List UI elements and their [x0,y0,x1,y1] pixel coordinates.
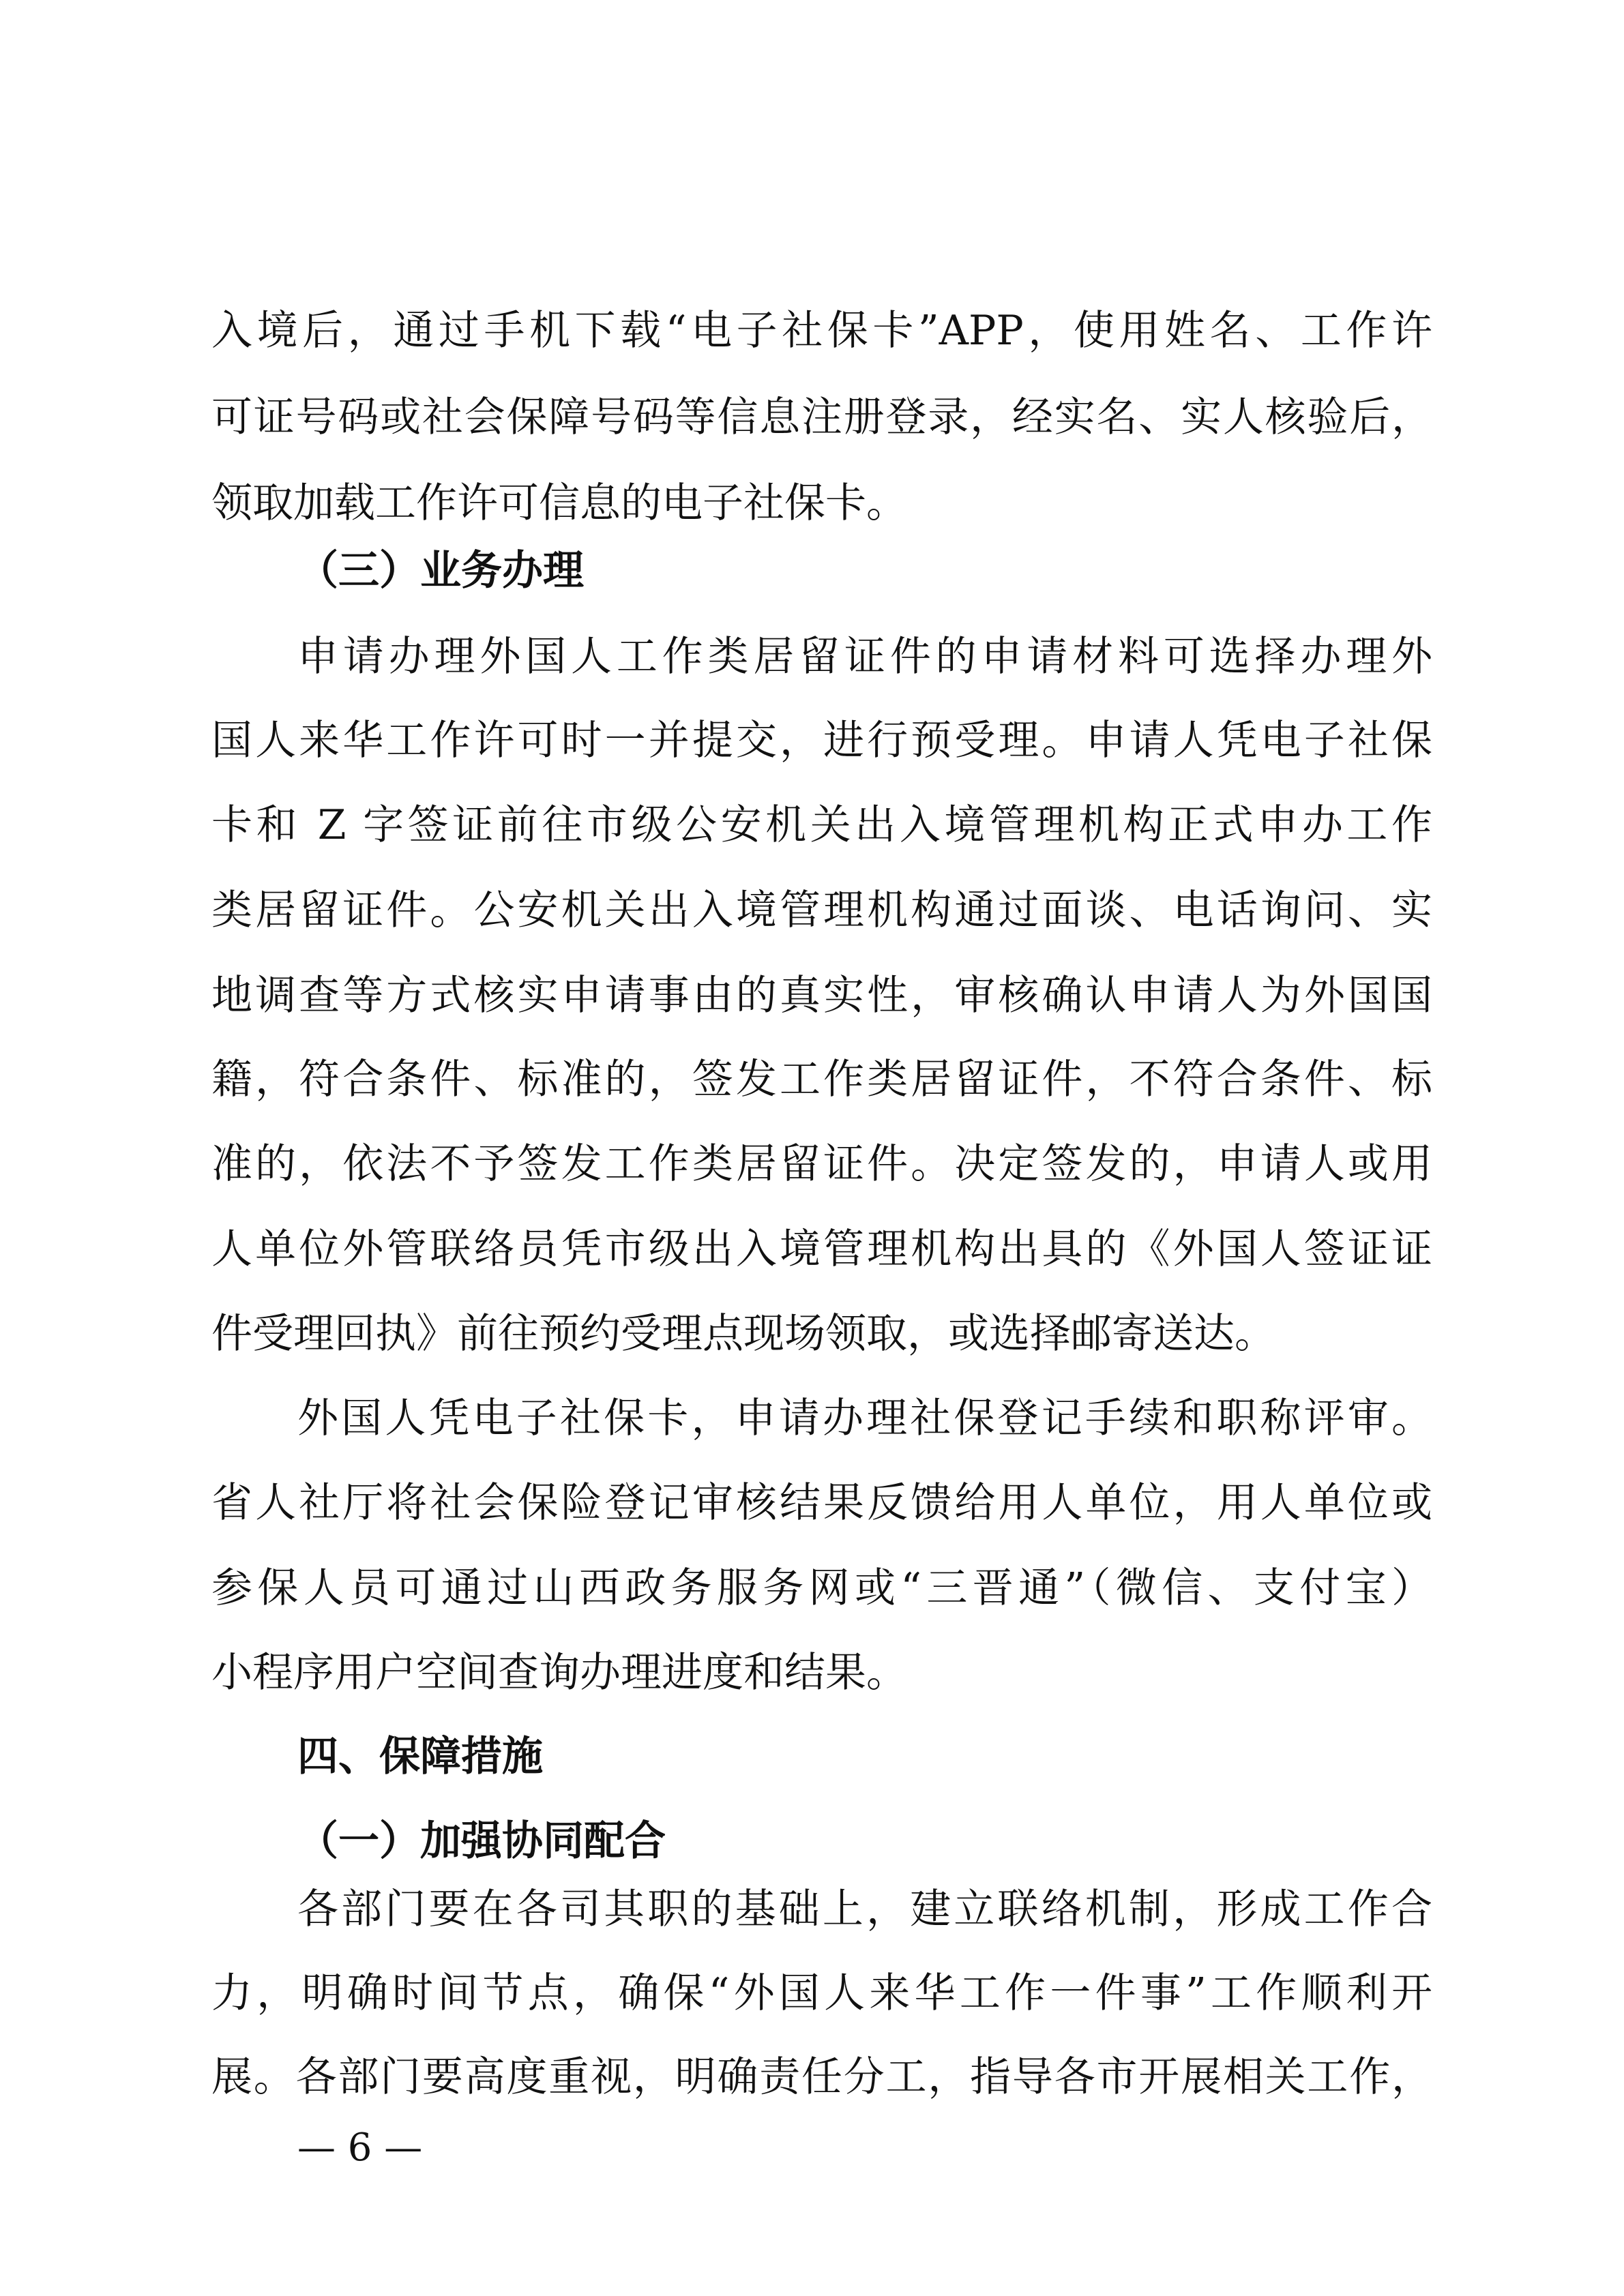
page-number: — 6 — [297,2126,423,2170]
body-text-line: 人单位外管联络员凭市级出入境管理机构出具的《外国人签证证 [211,1225,1432,1273]
body-text-line: 件受理回执》前往预约受理点现场领取，或选择邮寄送达。 [211,1310,1275,1358]
body-text-line: 入境后，通过手机下载“电子社保卡”APP，使用姓名、工作许 [211,307,1432,355]
body-text-line: 准的，依法不予签发工作类居留证件。决定签发的，申请人或用 [211,1140,1432,1188]
body-text-line: 卡和 Z 字签证前往市级公安机关出入境管理机构正式申办工作 [211,801,1432,849]
body-text-line: 类居留证件。公安机关出入境管理机构通过面谈、电话询问、实 [211,886,1432,934]
section-heading-business-handling: （三）业务办理 [297,547,584,595]
body-text-line: 展。各部门要高度重视，明确责任分工，指导各市开展相关工作， [211,2053,1432,2101]
body-text-line: 国人来华工作许可时一并提交，进行预受理。申请人凭电子社保 [211,717,1432,764]
body-text-line: 外国人凭电子社保卡，申请办理社保登记手续和职称评审。 [297,1395,1432,1442]
body-text-line: 参保人员可通过山西政务服务网或“三晋通”（微信、支付宝） [211,1564,1432,1612]
body-text-line: 省人社厅将社会保险登记审核结果反馈给用人单位，用人单位或 [211,1479,1432,1527]
body-text-line: 小程序用户空间查询办理进度和结果。 [211,1649,907,1697]
section-heading-safeguard-measures: 四、保障措施 [297,1733,543,1780]
body-text-line: 申请办理外国人工作类居留证件的申请材料可选择办理外 [297,633,1432,681]
body-text-line: 力，明确时间节点，确保“外国人来华工作一件事”工作顺利开 [211,1969,1432,2017]
body-text-line: 地调查等方式核实申请事由的真实性，审核确认申请人为外国国 [211,972,1432,1019]
subsection-heading-coordination: （一）加强协同配合 [297,1817,666,1865]
body-text-line: 可证号码或社会保障号码等信息注册登录，经实名、实人核验后， [211,393,1432,441]
body-text-line: 各部门要在各司其职的基础上，建立联络机制，形成工作合 [297,1885,1432,1933]
body-text-line: 籍，符合条件、标准的，签发工作类居留证件，不符合条件、标 [211,1056,1432,1103]
body-text-line: 领取加载工作许可信息的电子社保卡。 [211,479,907,527]
